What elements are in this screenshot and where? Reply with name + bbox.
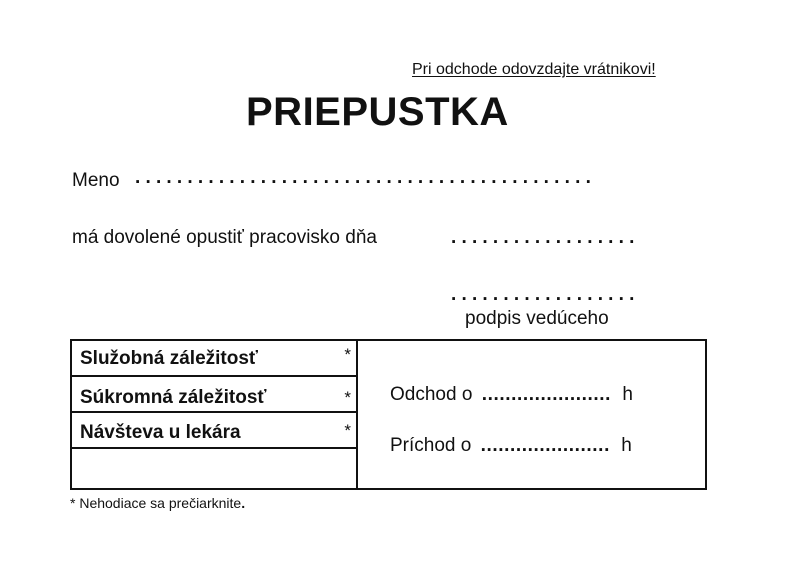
arrival-row [390, 435, 632, 457]
option-private[interactable] [72, 377, 356, 413]
departure-time-field[interactable]: ...................... [481, 384, 612, 405]
arrival-time-field[interactable]: ...................... [480, 435, 610, 456]
footnote [70, 495, 245, 511]
asterisk-mark: * [344, 421, 351, 440]
name-label: Meno [72, 170, 120, 191]
footnote-text: * Nehodiace sa prečiarknite [70, 495, 242, 511]
arrival-unit: h [621, 435, 632, 456]
reason-time-box [70, 339, 707, 490]
option-label: Služobná záležitosť [80, 348, 259, 369]
option-label: Návšteva u lekára [80, 422, 241, 443]
departure-label: Odchod o [390, 384, 473, 405]
footnote-end: . [241, 495, 246, 511]
option-doctor-visit[interactable] [72, 413, 356, 449]
leave-date-label: má dovolené opustiť pracovisko dňa [72, 227, 377, 248]
option-label: Súkromná záležitosť [80, 387, 267, 408]
option-blank[interactable] [72, 449, 356, 488]
departure-unit: h [622, 384, 633, 405]
signature-label: podpis vedúceho [465, 308, 609, 329]
asterisk-mark: * [344, 345, 351, 364]
leave-date-field[interactable]: .................. [451, 227, 640, 248]
form-title: PRIEPUSTKA [246, 90, 509, 134]
signature-field[interactable]: .................. [451, 284, 640, 305]
return-notice: Pri odchode odovzdajte vrátnikovi! [412, 61, 656, 78]
reason-options [72, 341, 358, 488]
name-field[interactable]: ............................................ [135, 167, 597, 188]
option-business[interactable] [72, 341, 356, 377]
asterisk-mark: * [344, 388, 351, 407]
departure-row [390, 384, 633, 406]
arrival-label: Príchod o [390, 435, 472, 456]
